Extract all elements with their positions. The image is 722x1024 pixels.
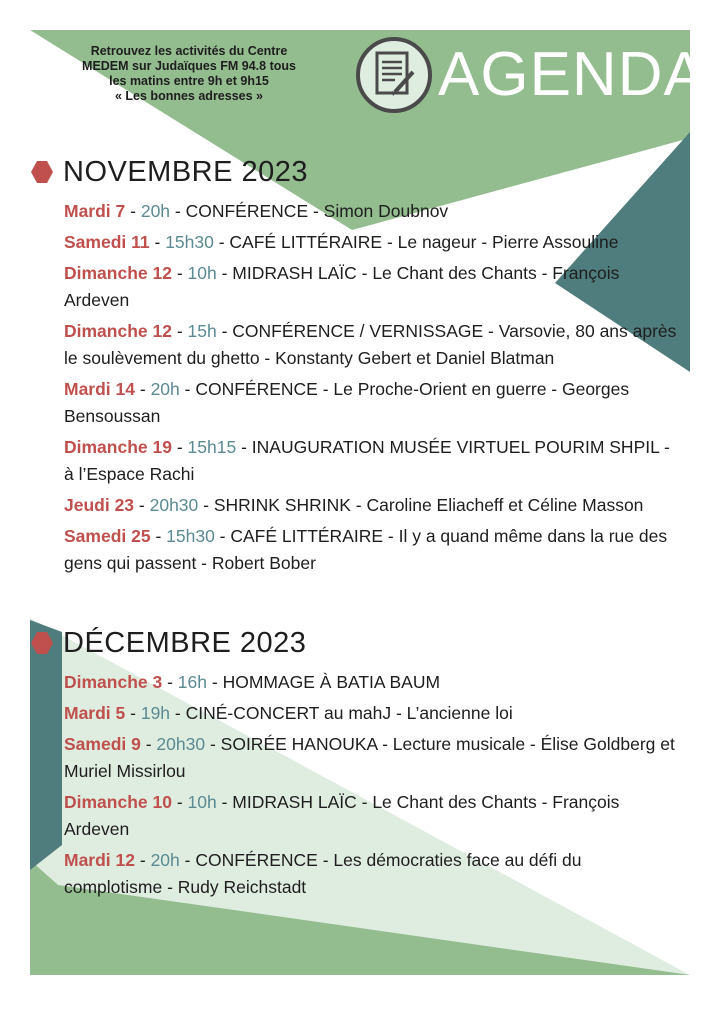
event-desc: CONFÉRENCE - Simon Doubnov <box>185 201 449 221</box>
month-header <box>30 152 680 192</box>
event-desc: MIDRASH LAÏC - Le Chant des Chants - François Ardeven <box>64 792 620 839</box>
event-item: Jeudi 23 - 20h30 - SHRINK SHRINK - Caroline Eliacheff et Céline Masson <box>64 495 644 515</box>
event-desc: HOMMAGE À BATIA BAUM <box>222 672 441 692</box>
event-time: 15h <box>187 321 217 341</box>
event-item: Mardi 5 - 19h - CINÉ-CONCERT au mahJ - L’ancienne loi <box>64 703 513 723</box>
event-desc: CONFÉRENCE / VERNISSAGE - Varsovie, 80 ans après le soulèvement du ghetto - Konstanty Gebert et Daniel Blatman <box>64 321 677 368</box>
agenda-title: AGENDA <box>438 40 706 109</box>
event-item: Dimanche 19 - 15h15 - INAUGURATION MUSÉE VIRTUEL POURIM SHPIL - à l’Espace Rachi <box>64 437 670 484</box>
month-title: NOVEMBRE 2023 <box>63 155 309 188</box>
event-day: Mardi 14 <box>64 379 135 399</box>
document-pen-icon <box>355 36 433 114</box>
hexagon-bullet-icon <box>30 631 54 655</box>
event-item: Samedi 25 - 15h30 - CAFÉ LITTÉRAIRE - Il y a quand même dans la rue des gens qui passent - Robert Bober <box>64 526 668 573</box>
event-day: Dimanche 10 <box>64 792 172 812</box>
event-item: Mardi 12 - 20h - CONFÉRENCE - Les démocraties face au défi du complotisme - Rudy Reichstadt <box>64 850 582 897</box>
event-desc: CINÉ-CONCERT au mahJ - L’ancienne loi <box>185 703 513 723</box>
event-day: Jeudi 23 <box>64 495 135 515</box>
event-desc: CONFÉRENCE - Le Proche-Orient en guerre - Georges Bensoussan <box>64 379 630 426</box>
event-item: Samedi 9 - 20h30 - SOIRÉE HANOUKA - Lecture musicale - Élise Goldberg et Muriel Missirlou <box>64 734 675 781</box>
event-desc: SHRINK SHRINK - Caroline Eliacheff et Céline Masson <box>213 495 644 515</box>
event-list <box>64 669 680 901</box>
event-time: 10h <box>187 792 217 812</box>
event-day: Dimanche 19 <box>64 437 172 457</box>
radio-line: MEDEM sur Judaïques FM 94.8 tous <box>82 59 296 73</box>
event-time: 16h <box>177 672 207 692</box>
event-time: 20h <box>150 379 180 399</box>
event-day: Samedi 25 <box>64 526 151 546</box>
event-item: Mardi 14 - 20h - CONFÉRENCE - Le Proche-Orient en guerre - Georges Bensoussan <box>64 379 630 426</box>
event-item: Dimanche 12 - 10h - MIDRASH LAÏC - Le Chant des Chants - François Ardeven <box>64 263 620 310</box>
event-desc: CAFÉ LITTÉRAIRE - Le nageur - Pierre Assouline <box>229 232 619 252</box>
event-time: 20h <box>140 201 171 221</box>
event-list <box>64 198 680 577</box>
event-desc: INAUGURATION MUSÉE VIRTUEL POURIM SHPIL - à l’Espace Rachi <box>64 437 670 484</box>
event-time: 20h <box>150 850 180 870</box>
event-time: 20h30 <box>149 495 199 515</box>
event-item: Samedi 11 - 15h30 - CAFÉ LITTÉRAIRE - Le nageur - Pierre Assouline <box>64 232 619 252</box>
event-item: Dimanche 3 - 16h - HOMMAGE À BATIA BAUM <box>64 672 441 692</box>
event-day: Samedi 11 <box>64 232 150 252</box>
month-november <box>30 152 680 581</box>
event-item: Dimanche 12 - 15h - CONFÉRENCE / VERNISSAGE - Varsovie, 80 ans après le soulèvement du ghetto - Konstanty Gebert et Daniel Blatman <box>64 321 677 368</box>
event-day: Mardi 12 <box>64 850 135 870</box>
event-day: Mardi 5 <box>64 703 126 723</box>
radio-notice <box>58 44 320 104</box>
event-item: Mardi 7 - 20h - CONFÉRENCE - Simon Doubnov <box>64 201 449 221</box>
event-day: Samedi 9 <box>64 734 141 754</box>
radio-line: les matins entre 9h et 9h15 <box>109 74 269 88</box>
event-day: Dimanche 3 <box>64 672 163 692</box>
event-day: Dimanche 12 <box>64 321 172 341</box>
hexagon-bullet-icon <box>30 160 54 184</box>
event-desc: CAFÉ LITTÉRAIRE - Il y a quand même dans la rue des gens qui passent - Robert Bober <box>64 526 668 573</box>
event-time: 15h15 <box>187 437 237 457</box>
event-day: Mardi 7 <box>64 201 126 221</box>
event-time: 20h30 <box>156 734 206 754</box>
event-desc: CONFÉRENCE - Les démocraties face au défi du complotisme - Rudy Reichstadt <box>64 850 582 897</box>
event-desc: MIDRASH LAÏC - Le Chant des Chants - François Ardeven <box>64 263 620 310</box>
radio-line: « Les bonnes adresses » <box>115 89 263 103</box>
month-december <box>30 623 680 905</box>
event-time: 15h30 <box>165 232 214 252</box>
event-desc: SOIRÉE HANOUKA - Lecture musicale - Élise Goldberg et Muriel Missirlou <box>64 734 675 781</box>
event-item: Dimanche 10 - 10h - MIDRASH LAÏC - Le Chant des Chants - François Ardeven <box>64 792 620 839</box>
month-header <box>30 623 680 663</box>
month-title: DÉCEMBRE 2023 <box>63 626 307 659</box>
event-day: Dimanche 12 <box>64 263 172 283</box>
event-time: 15h30 <box>166 526 215 546</box>
event-time: 19h <box>140 703 171 723</box>
event-time: 10h <box>187 263 217 283</box>
radio-line: Retrouvez les activités du Centre <box>90 44 288 58</box>
